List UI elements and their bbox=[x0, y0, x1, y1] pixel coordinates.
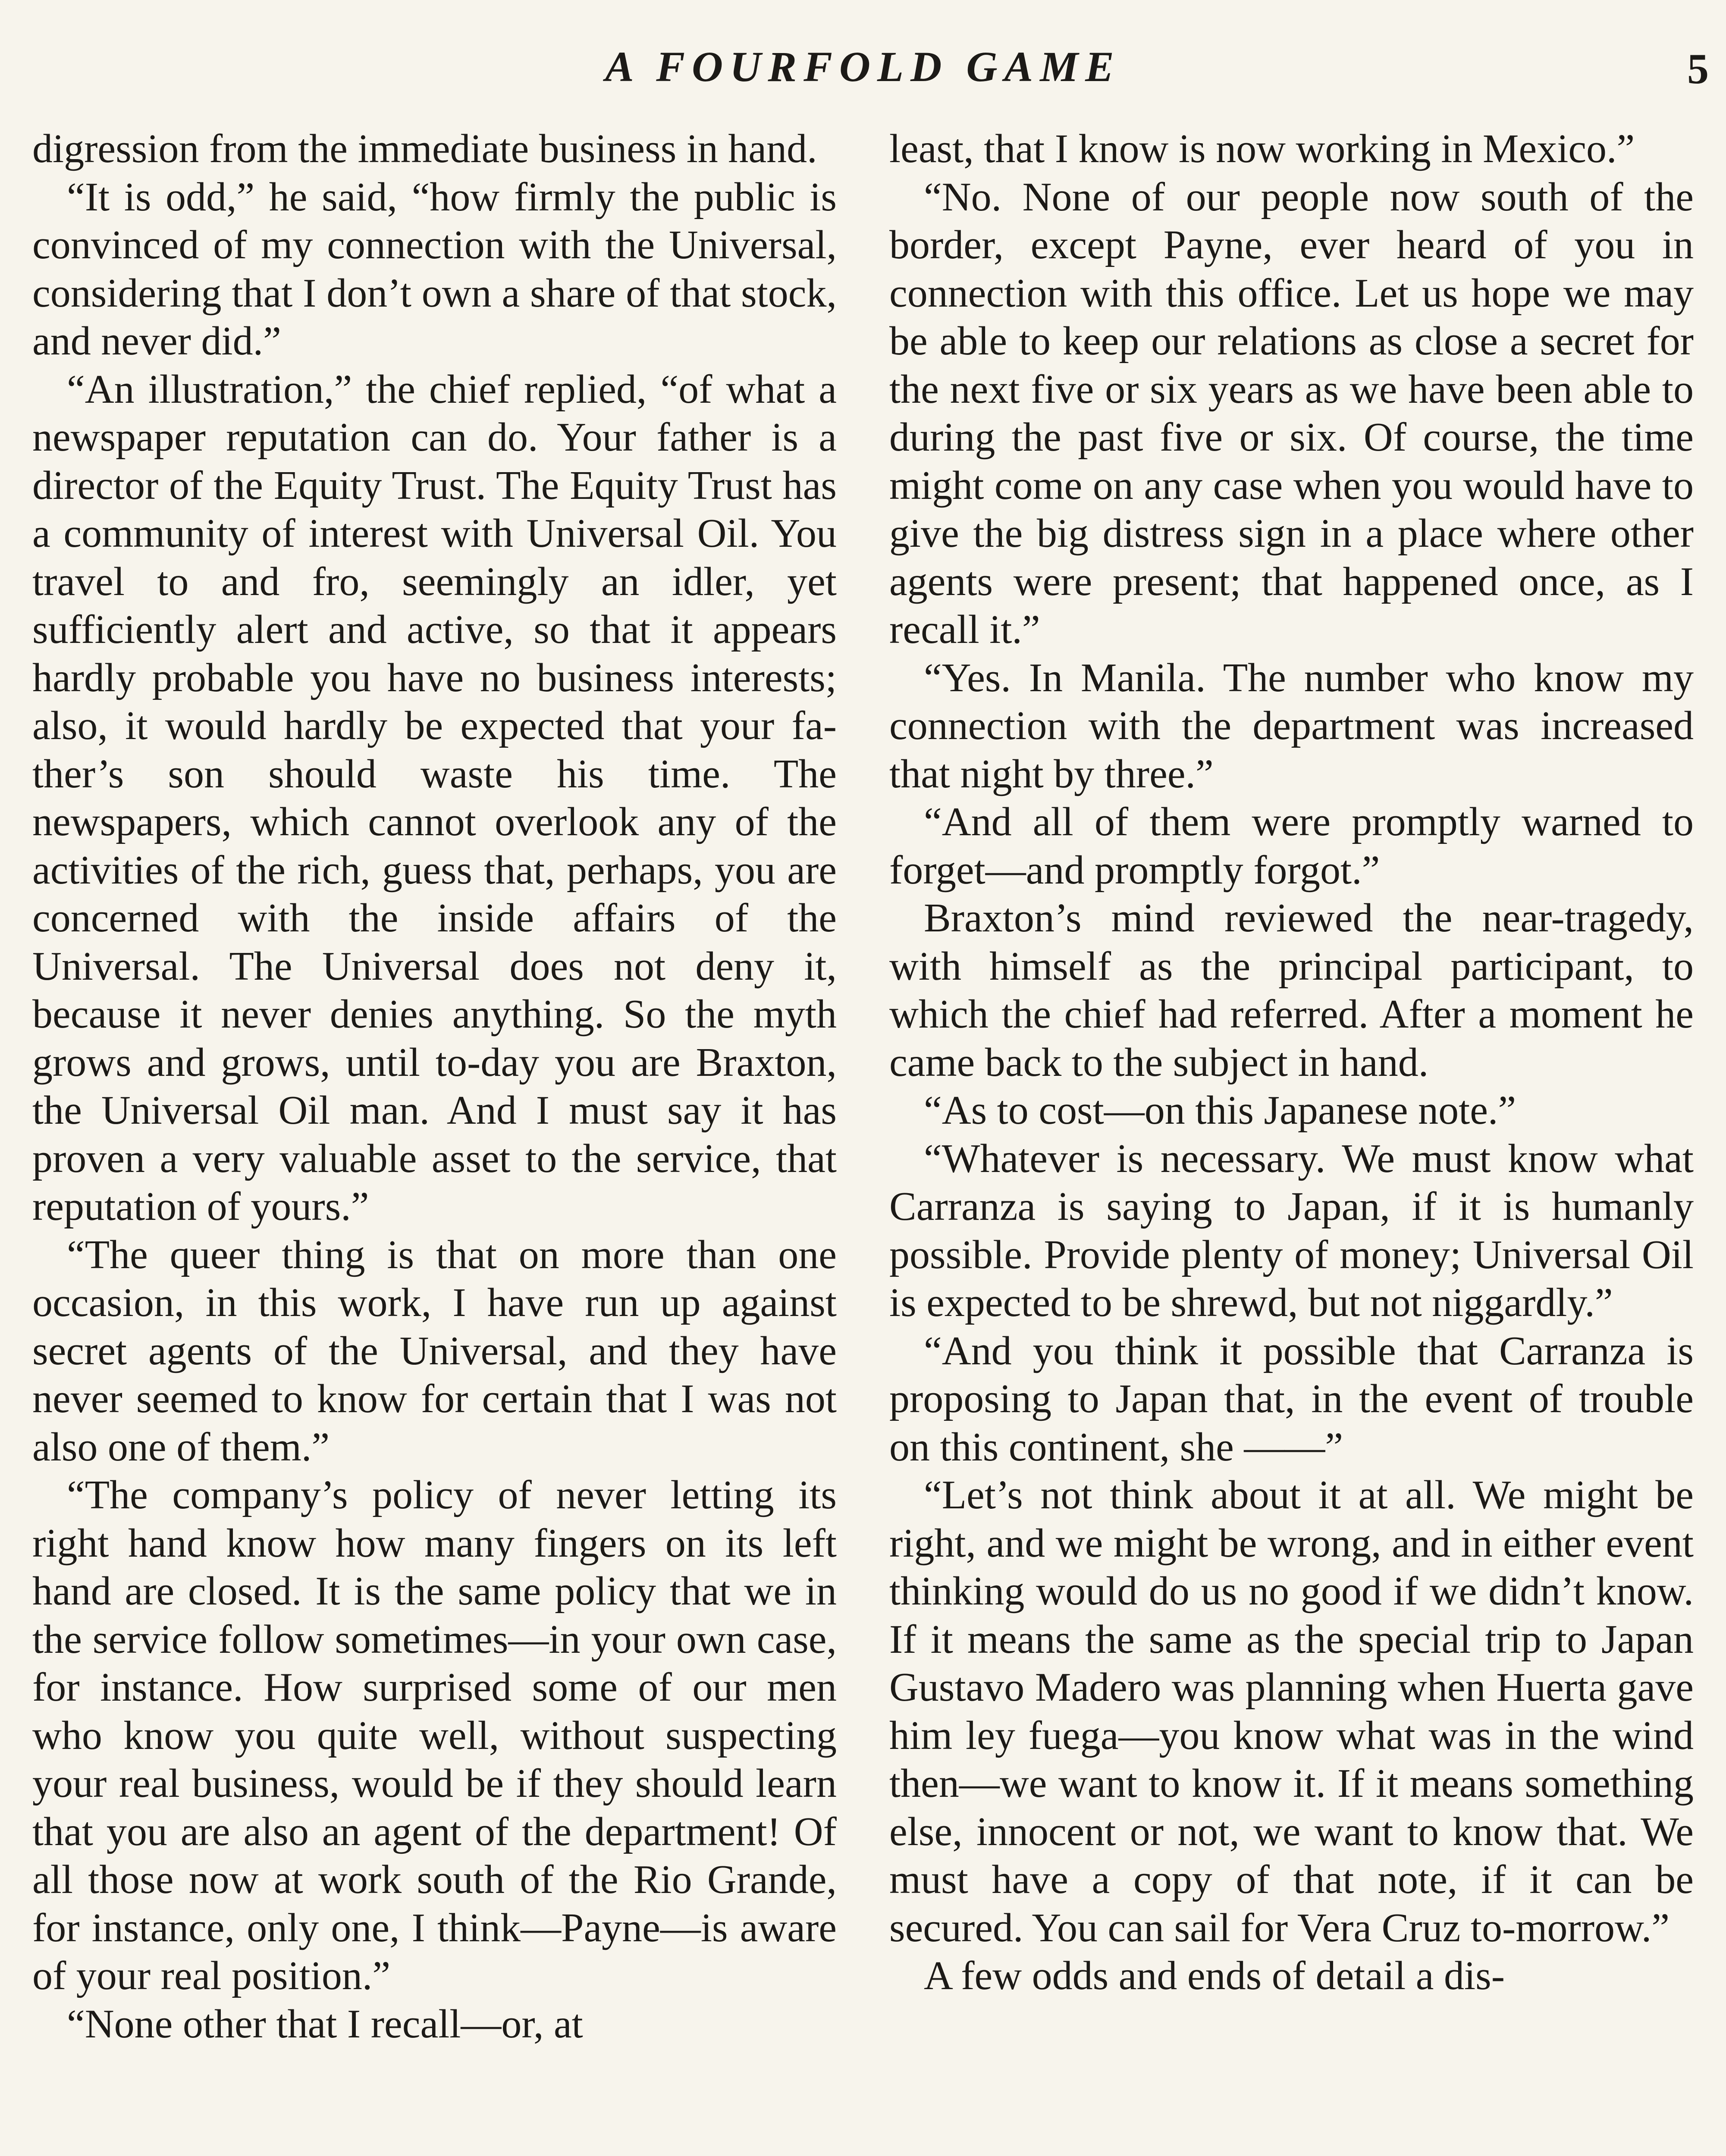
left-column bbox=[32, 125, 837, 2048]
paragraph: “And you think it possible that Carranza is proposing to Japan that, in the event of trouble on this continent, she ——” bbox=[889, 1328, 1694, 1470]
paragraph: A few odds and ends of detail a dis- bbox=[924, 1953, 1505, 1998]
paragraph: “None other that I recall—or, at bbox=[67, 2001, 583, 2046]
running-title: A FOURFOLD GAME bbox=[605, 43, 1121, 91]
paragraph: “Whatever is necessary. We must know what Carranza is saying to Japan, if it is humanly possible. Provide plenty of money; Universal Oil is expected to be shrewd, but not niggardly.” bbox=[889, 1136, 1694, 1325]
paragraph: “As to cost—on this Japanese note.” bbox=[924, 1088, 1516, 1133]
right-column bbox=[889, 125, 1694, 2000]
paragraph: “Yes. In Manila. The number who know my connection with the department was increased that night by three.” bbox=[889, 655, 1694, 796]
page-number: 5 bbox=[1687, 45, 1709, 93]
paragraph: “No. None of our people now south of the border, except Payne, ever heard of you in connection with this office. Let us hope we may be able to keep our relations as close a secret for the next five or six years as we have been able to during the past five or six. Of course, the time might come on any case when you would have to give the big distress sign in a place where other agents were present; that happened once, as I recall it.” bbox=[889, 174, 1694, 652]
paragraph: Braxton’s mind reviewed the near-tragedy, with himself as the principal participant, to which the chief had referred. After a moment he came back to the subject in hand. bbox=[889, 896, 1694, 1085]
paragraph: “The queer thing is that on more than one occasion, in this work, I have run up against secret agents of the Universal, and they have never seemed to know for certain that I was not also one of them.” bbox=[32, 1232, 837, 1470]
page-header bbox=[0, 0, 1726, 108]
paragraph: “And all of them were promptly warned to forget—and promptly forgot.” bbox=[889, 799, 1694, 893]
paragraph: digression from the immediate business in hand. bbox=[32, 126, 817, 171]
paragraph: least, that I know is now working in Mexico.” bbox=[889, 126, 1635, 171]
paragraph: “It is odd,” he said, “how firmly the public is convinced of my connection with the Universal, considering that I don’t own a share of that stock, and never did.” bbox=[32, 174, 837, 364]
paragraph: “Let’s not think about it at all. We might be right, and we might be wrong, and in either event thinking would do us no good if we didn’t know. If it means the same as the special trip to Japan Gustavo Madero was planning when Huerta gave him ley fuega—you know what was in the wind then—we want to know it. If it means something else, innocent or not, we want to know that. We must have a copy of that note, if it can be secured. You can sail for Vera Cruz to-morrow.” bbox=[889, 1473, 1694, 1950]
paragraph: “An illustration,” the chief replied, “of what a newspaper reputation can do. Your father is a director of the Equity Trust. The Equity Trust has a community of interest with Universal Oil. You travel to and fro, seemingly an idler, yet sufficiently alert and active, so that it appears hardly probable you have no business interests; also, it would hardly be expected that your father’s son should waste his time. The newspapers, which cannot overlook any of the activities of the rich, guess that, perhaps, you are concerned with the inside affairs of the Universal. The Universal does not deny it, because it never denies anything. So the myth grows and grows, until to-day you are Braxton, the Universal Oil man. And I must say it has proven a very valuable asset to the service, that reputation of yours.” bbox=[32, 367, 837, 1229]
paragraph: “The company’s policy of never letting its right hand know how many fingers on its left hand are closed. It is the same policy that we in the service follow sometimes—in your own case, for instance. How surprised some of our men who know you quite well, without suspecting your real business, would be if they should learn that you are also an agent of the department! Of all those now at work south of the Rio Grande, for instance, only one, I think—Payne—is aware of your real position.” bbox=[32, 1473, 837, 1998]
